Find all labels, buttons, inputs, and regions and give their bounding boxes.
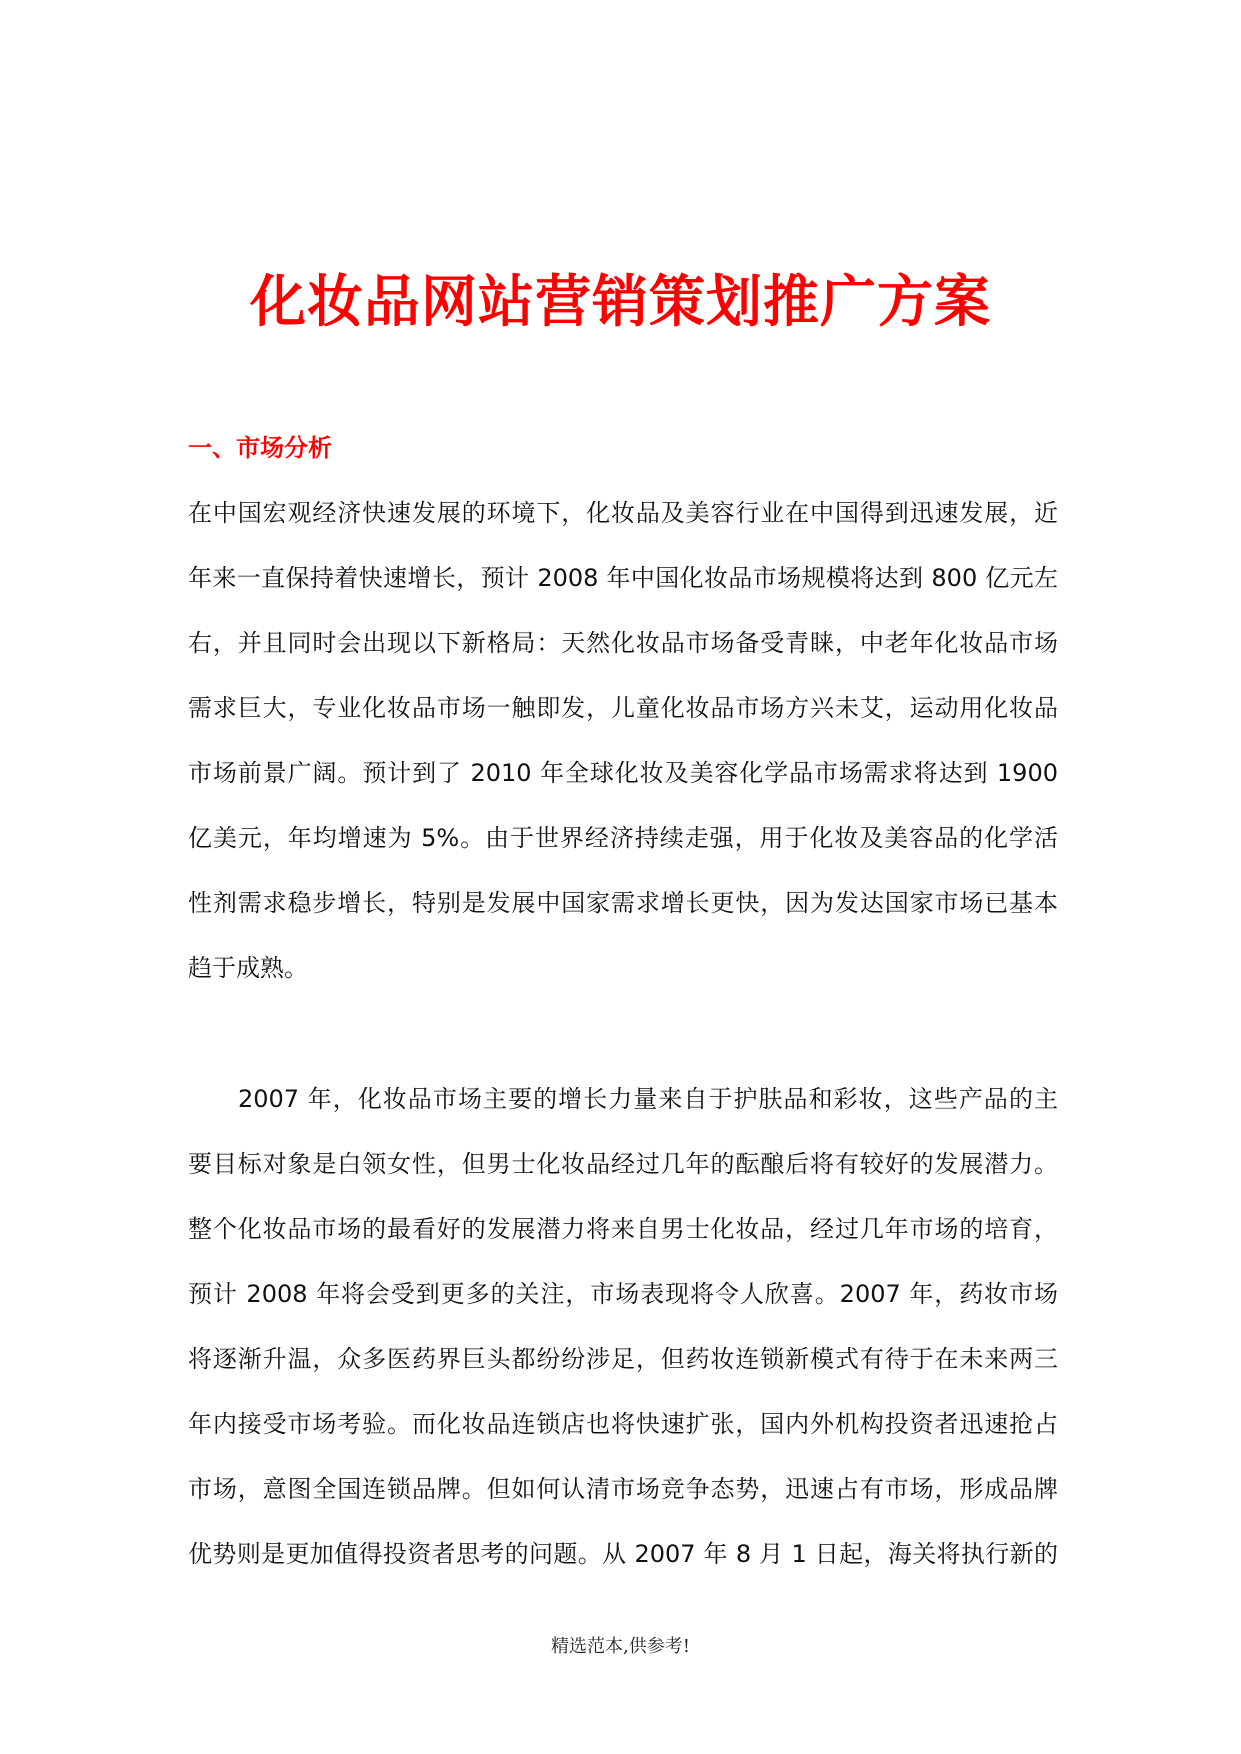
- page-footer: 精选范本,供参考!: [551, 1636, 690, 1657]
- paragraph-line: 将逐渐升温，众多医药界巨头都纷纷涉足，但药妆连锁新模式有待于在未来两三: [188, 1345, 1058, 1373]
- paragraph-line: 性剂需求稳步增长，特别是发展中国家需求增长更快，因为发达国家市场已基本: [188, 889, 1058, 917]
- paragraph-line: 需求巨大，专业化妆品市场一触即发，儿童化妆品市场方兴未艾，运动用化妆品: [188, 694, 1058, 722]
- paragraph-line: 右，并且同时会出现以下新格局：天然化妆品市场备受青睐，中老年化妆品市场: [188, 629, 1058, 657]
- paragraph-line: 要目标对象是白领女性，但男士化妆品经过几年的酝酿后将有较好的发展潜力。: [188, 1150, 1058, 1178]
- paragraph-2007-market: [188, 1067, 1058, 1587]
- paragraph-line: 年来一直保持着快速增长，预计 2008 年中国化妆品市场规模将达到 800 亿元左: [188, 564, 1058, 592]
- paragraph-line: 整个化妆品市场的最看好的发展潜力将来自男士化妆品，经过几年市场的培育，: [188, 1215, 1058, 1243]
- paragraph-line: 预计 2008 年将会受到更多的关注，市场表现将令人欣喜。2007 年，药妆市场: [188, 1280, 1058, 1308]
- paragraph-line: 趋于成熟。: [188, 954, 308, 982]
- paragraph-line: 在中国宏观经济快速发展的环境下，化妆品及美容行业在中国得到迅速发展，近: [188, 499, 1058, 527]
- paragraph-line: 市场前景广阔。预计到了 2010 年全球化妆及美容化学品市场需求将达到 1900: [188, 759, 1058, 787]
- paragraph-line: 2007 年，化妆品市场主要的增长力量来自于护肤品和彩妆，这些产品的主: [238, 1085, 1058, 1113]
- paragraph-market-overview: [188, 481, 1058, 1001]
- paragraph-line: 年内接受市场考验。而化妆品连锁店也将快速扩张，国内外机构投资者迅速抢占: [188, 1410, 1058, 1438]
- section-heading-market-analysis: 一、市场分析: [188, 434, 332, 462]
- paragraph-line: 市场，意图全国连锁品牌。但如何认清市场竞争态势，迅速占有市场，形成品牌: [188, 1475, 1058, 1503]
- paragraph-line: 优势则是更加值得投资者思考的问题。从 2007 年 8 月 1 日起，海关将执行新的: [188, 1540, 1058, 1568]
- document-title: 化妆品网站营销策划推广方案: [250, 270, 991, 335]
- paragraph-line: 亿美元，年均增速为 5%。由于世界经济持续走强，用于化妆及美容品的化学活: [188, 824, 1058, 852]
